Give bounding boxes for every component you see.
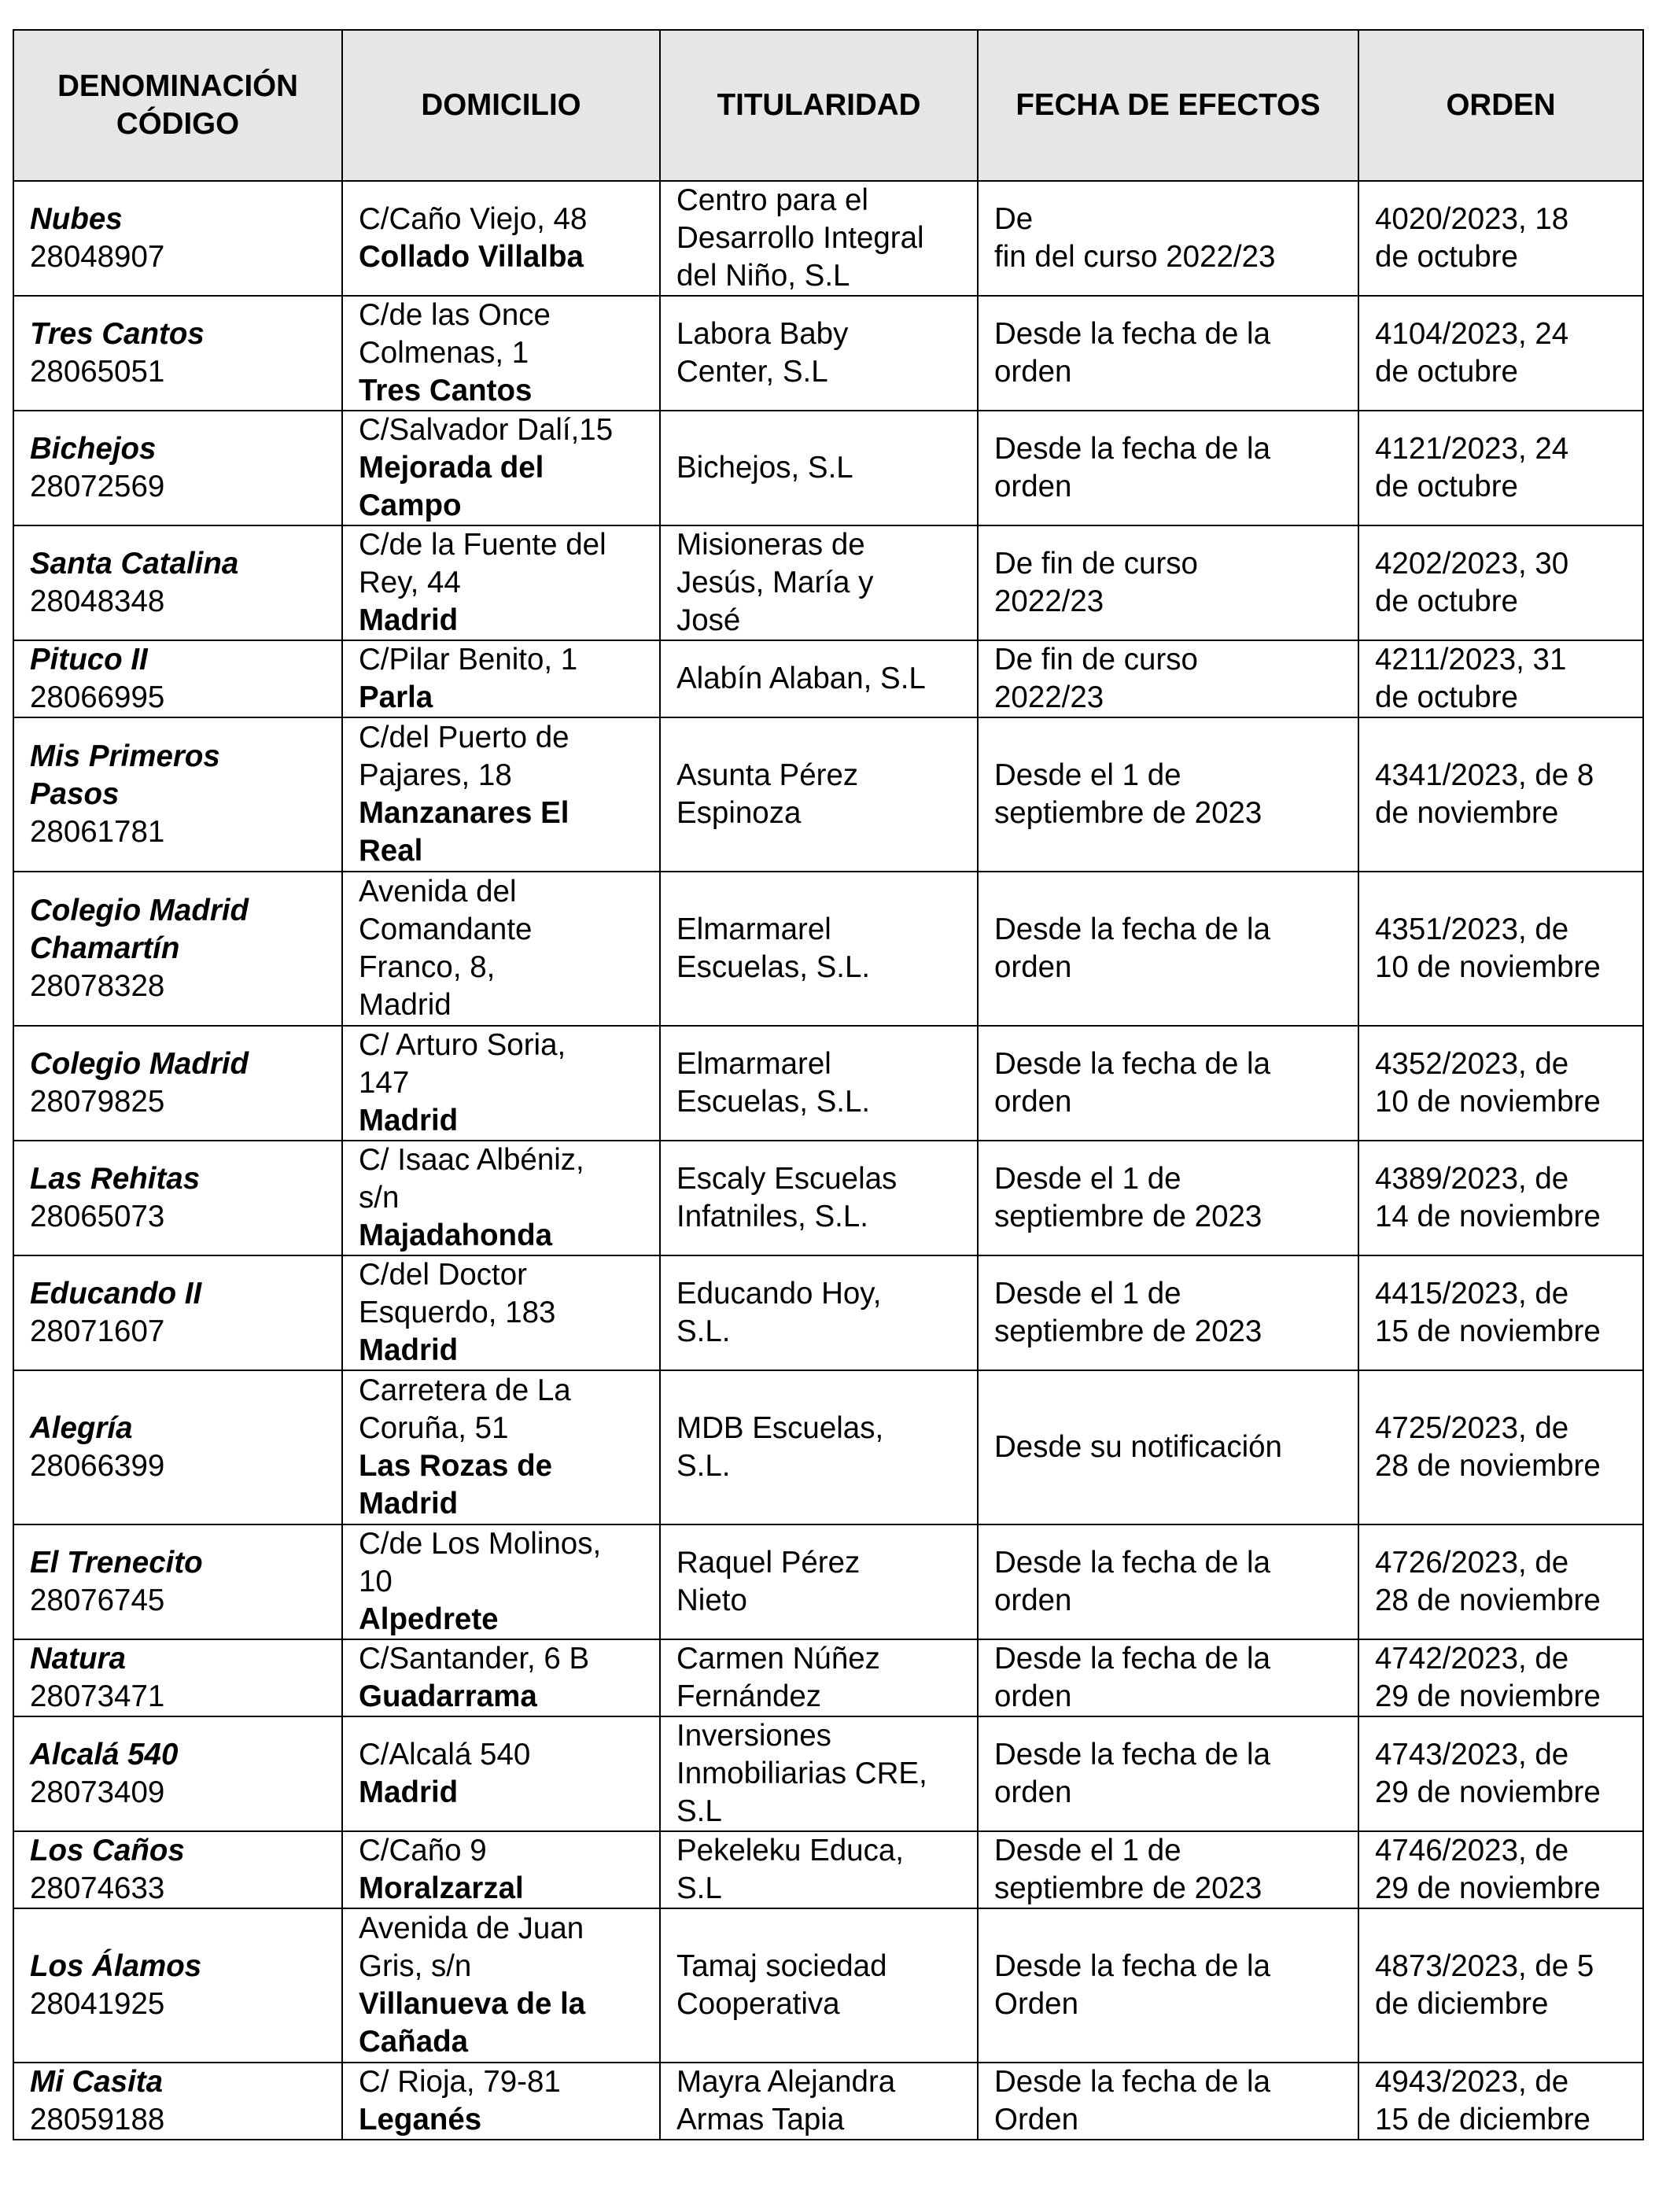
owner-line: S.L	[676, 1871, 722, 1905]
order-line: 4742/2023, de	[1375, 1642, 1569, 1676]
table-row	[13, 296, 1643, 411]
cell-orden	[1358, 411, 1643, 525]
date-line: orden	[994, 355, 1072, 389]
owner-line: Tamaj sociedad	[676, 1949, 887, 1983]
cell-domicilio	[342, 1255, 660, 1370]
order-line: 29 de noviembre	[1375, 1679, 1601, 1713]
date-line: orden	[994, 950, 1072, 984]
center-code: 28072569	[30, 470, 165, 503]
order-line: de octubre	[1375, 584, 1518, 618]
center-name: Alegría	[30, 1411, 133, 1445]
owner-line: Mayra Alejandra	[676, 2065, 896, 2099]
date-line: Desde su notificación	[994, 1430, 1282, 1464]
date-line: De	[994, 202, 1034, 236]
cell-domicilio	[342, 1141, 660, 1255]
owner-line: Inmobiliarias CRE,	[676, 1757, 927, 1790]
center-name: Mis Primeros	[30, 739, 220, 773]
address-city: Tres Cantos	[359, 374, 533, 407]
owner-line: Desarrollo Integral	[676, 221, 924, 255]
center-name: El Trenecito	[30, 1546, 203, 1580]
address-city: Moralzarzal	[359, 1871, 524, 1905]
cell-fecha	[978, 1908, 1358, 2063]
owner-line: Center, S.L	[676, 355, 828, 389]
cell-denominacion	[13, 1026, 342, 1141]
date-line: 2022/23	[994, 584, 1104, 618]
cell-fecha	[978, 181, 1358, 296]
owner-line: Infatniles, S.L.	[676, 1200, 868, 1233]
center-name: Mi Casita	[30, 2065, 164, 2099]
center-code: 28074633	[30, 1871, 165, 1905]
address-line: C/Salvador Dalí,15	[359, 413, 614, 447]
cell-fecha	[978, 1831, 1358, 1908]
center-name: Educando II	[30, 1277, 202, 1311]
center-code: 28066995	[30, 680, 165, 714]
cell-titularidad	[660, 1716, 978, 1831]
cell-orden	[1358, 1716, 1643, 1831]
cell-fecha	[978, 1716, 1358, 1831]
center-code: 28071607	[30, 1314, 165, 1348]
owner-line: José	[676, 603, 741, 637]
order-line: de octubre	[1375, 470, 1518, 503]
address-city: Madrid	[359, 1487, 459, 1521]
cell-denominacion	[13, 1716, 342, 1831]
center-name: Pituco II	[30, 643, 148, 677]
owner-line: S.L	[676, 1794, 722, 1828]
address-city: Collado Villalba	[359, 240, 584, 274]
header-row	[13, 30, 1643, 181]
cell-fecha	[978, 296, 1358, 411]
cell-domicilio	[342, 2063, 660, 2140]
owner-line: Alabín Alaban, S.L	[676, 662, 926, 695]
cell-denominacion	[13, 717, 342, 872]
center-code: 28078328	[30, 969, 165, 1003]
address-line: Avenida de Juan	[359, 1912, 584, 1945]
cell-titularidad	[660, 1639, 978, 1716]
cell-denominacion	[13, 1639, 342, 1716]
cell-denominacion	[13, 296, 342, 411]
date-line: orden	[994, 1583, 1072, 1617]
date-line: Desde el 1 de	[994, 758, 1181, 792]
cell-fecha	[978, 1370, 1358, 1524]
address-line: Carretera de La	[359, 1373, 571, 1407]
date-line: Desde la fecha de la	[994, 912, 1271, 946]
owner-line: Carmen Núñez	[676, 1642, 880, 1676]
address-city: Mejorada del	[359, 451, 544, 485]
center-code: 28048348	[30, 584, 165, 618]
cell-fecha	[978, 1255, 1358, 1370]
order-line: 28 de noviembre	[1375, 1583, 1601, 1617]
cell-fecha	[978, 1639, 1358, 1716]
address-city: Leganés	[359, 2103, 482, 2136]
cell-domicilio	[342, 1639, 660, 1716]
address-city: Madrid	[359, 1104, 459, 1137]
order-line: 4202/2023, 30	[1375, 547, 1569, 581]
address-line: C/Pilar Benito, 1	[359, 643, 578, 677]
owner-line: del Niño, S.L	[676, 259, 850, 293]
table-row	[13, 872, 1643, 1026]
owner-line: Fernández	[676, 1679, 822, 1713]
center-name: Colegio Madrid	[30, 894, 249, 927]
cell-domicilio	[342, 1370, 660, 1524]
table-row	[13, 1026, 1643, 1141]
owner-line: Misioneras de	[676, 528, 865, 562]
cell-denominacion	[13, 1370, 342, 1524]
order-line: 29 de noviembre	[1375, 1871, 1601, 1905]
owner-line: Educando Hoy,	[676, 1277, 882, 1311]
order-line: 10 de noviembre	[1375, 1085, 1601, 1119]
cell-fecha	[978, 872, 1358, 1026]
date-line: Desde la fecha de la	[994, 1546, 1271, 1580]
cell-orden	[1358, 1908, 1643, 2063]
owner-line: Armas Tapia	[676, 2103, 845, 2136]
order-line: 4352/2023, de	[1375, 1047, 1569, 1081]
table-header	[13, 30, 1643, 181]
owner-line: Nieto	[676, 1583, 747, 1617]
cell-titularidad	[660, 717, 978, 872]
center-name: Bichejos	[30, 432, 157, 466]
order-line: de diciembre	[1375, 1987, 1549, 2021]
cell-denominacion	[13, 1831, 342, 1908]
center-name: Colegio Madrid	[30, 1047, 249, 1081]
address-line: C/ Isaac Albéniz,	[359, 1143, 584, 1177]
date-line: De fin de curso	[994, 643, 1198, 677]
cell-denominacion	[13, 1524, 342, 1639]
table-row	[13, 1716, 1643, 1831]
date-line: Desde el 1 de	[994, 1277, 1181, 1311]
center-code: 28041925	[30, 1987, 165, 2021]
address-line: C/de Los Molinos,	[359, 1527, 602, 1561]
address-city: Madrid	[359, 1775, 459, 1809]
date-line: orden	[994, 1679, 1072, 1713]
center-name: Alcalá 540	[30, 1738, 179, 1771]
date-line: septiembre de 2023	[994, 1200, 1262, 1233]
table-row	[13, 525, 1643, 640]
cell-denominacion	[13, 411, 342, 525]
date-line: septiembre de 2023	[994, 796, 1262, 830]
cell-fecha	[978, 1026, 1358, 1141]
header-domicilio: DOMICILIO	[342, 30, 660, 181]
date-line: Desde la fecha de la	[994, 317, 1271, 351]
center-name: Natura	[30, 1642, 126, 1676]
address-city: Villanueva de la	[359, 1987, 586, 2021]
cell-titularidad	[660, 411, 978, 525]
center-code: 28066399	[30, 1449, 165, 1483]
order-line: 14 de noviembre	[1375, 1200, 1601, 1233]
owner-line: Pekeleku Educa,	[676, 1834, 904, 1867]
cell-fecha	[978, 717, 1358, 872]
cell-domicilio	[342, 1908, 660, 2063]
owner-line: Escuelas, S.L.	[676, 950, 871, 984]
address-line: C/Alcalá 540	[359, 1738, 531, 1771]
date-line: 2022/23	[994, 680, 1104, 714]
cell-denominacion	[13, 1908, 342, 2063]
cell-domicilio	[342, 525, 660, 640]
order-line: 4351/2023, de	[1375, 912, 1569, 946]
table-row	[13, 1639, 1643, 1716]
cell-domicilio	[342, 296, 660, 411]
cell-denominacion	[13, 525, 342, 640]
table-row	[13, 411, 1643, 525]
owner-line: Espinoza	[676, 796, 802, 830]
address-line: C/de la Fuente del	[359, 528, 606, 562]
center-code: 28065073	[30, 1200, 165, 1233]
order-line: 4020/2023, 18	[1375, 202, 1569, 236]
table-row	[13, 1255, 1643, 1370]
center-name: Los Caños	[30, 1834, 185, 1867]
date-line: orden	[994, 1775, 1072, 1809]
owner-line: MDB Escuelas,	[676, 1411, 884, 1445]
cell-fecha	[978, 2063, 1358, 2140]
address-line: Gris, s/n	[359, 1949, 472, 1983]
date-line: Desde la fecha de la	[994, 1642, 1271, 1676]
cell-orden	[1358, 1141, 1643, 1255]
cell-domicilio	[342, 181, 660, 296]
address-line: Madrid	[359, 988, 452, 1022]
cell-titularidad	[660, 1908, 978, 2063]
cell-titularidad	[660, 1026, 978, 1141]
address-city: Cañada	[359, 2025, 469, 2059]
cell-domicilio	[342, 411, 660, 525]
date-line: fin del curso 2022/23	[994, 240, 1276, 274]
cell-denominacion	[13, 640, 342, 717]
cell-orden	[1358, 1255, 1643, 1370]
cell-denominacion	[13, 2063, 342, 2140]
cell-domicilio	[342, 872, 660, 1026]
owner-line: Jesús, María y	[676, 566, 874, 599]
cell-orden	[1358, 1524, 1643, 1639]
cell-titularidad	[660, 181, 978, 296]
center-code: 28048907	[30, 240, 165, 274]
header-orden: ORDEN	[1358, 30, 1643, 181]
table-row	[13, 1141, 1643, 1255]
cell-titularidad	[660, 525, 978, 640]
owner-line: Inversiones	[676, 1719, 831, 1753]
center-name: Chamartín	[30, 931, 180, 965]
address-line: C/Caño 9	[359, 1834, 487, 1867]
owner-line: S.L.	[676, 1449, 731, 1483]
date-line: Orden	[994, 2103, 1079, 2136]
cell-domicilio	[342, 640, 660, 717]
cell-orden	[1358, 872, 1643, 1026]
order-line: de octubre	[1375, 240, 1518, 274]
center-name: Pasos	[30, 777, 120, 811]
address-line: C/Caño Viejo, 48	[359, 202, 588, 236]
address-line: Franco, 8,	[359, 950, 496, 984]
cell-domicilio	[342, 1026, 660, 1141]
table-row	[13, 1831, 1643, 1908]
order-line: de noviembre	[1375, 796, 1559, 830]
cell-orden	[1358, 1831, 1643, 1908]
date-line: Desde la fecha de la	[994, 2065, 1271, 2099]
date-line: Desde el 1 de	[994, 1834, 1181, 1867]
address-line: C/del Puerto de	[359, 721, 569, 754]
order-line: 4873/2023, de 5	[1375, 1949, 1594, 1983]
order-line: 4211/2023, 31	[1375, 643, 1567, 677]
owner-line: Elmarmarel	[676, 912, 831, 946]
order-line: 4389/2023, de	[1375, 1162, 1569, 1196]
address-city: Real	[359, 834, 423, 868]
address-line: Comandante	[359, 912, 533, 946]
owner-line: Raquel Pérez	[676, 1546, 861, 1580]
owner-line: Centro para el	[676, 183, 868, 217]
address-city: Majadahonda	[359, 1218, 553, 1252]
order-line: 4415/2023, de	[1375, 1277, 1569, 1311]
cell-fecha	[978, 525, 1358, 640]
address-city: Alpedrete	[359, 1602, 499, 1636]
order-line: 4943/2023, de	[1375, 2065, 1569, 2099]
cell-orden	[1358, 1370, 1643, 1524]
date-line: Desde el 1 de	[994, 1162, 1181, 1196]
cell-orden	[1358, 296, 1643, 411]
cell-titularidad	[660, 1255, 978, 1370]
cell-denominacion	[13, 1141, 342, 1255]
header-fecha: FECHA DE EFECTOS	[978, 30, 1358, 181]
center-code: 28065051	[30, 355, 165, 389]
owner-line: Asunta Pérez	[676, 758, 859, 792]
cell-denominacion	[13, 181, 342, 296]
date-line: septiembre de 2023	[994, 1314, 1262, 1348]
date-line: Desde la fecha de la	[994, 1738, 1271, 1771]
address-line: Esquerdo, 183	[359, 1296, 556, 1329]
cell-orden	[1358, 1639, 1643, 1716]
owner-line: Escaly Escuelas	[676, 1162, 898, 1196]
address-line: 10	[359, 1565, 393, 1598]
table-row	[13, 1370, 1643, 1524]
owner-line: S.L.	[676, 1314, 731, 1348]
order-line: 29 de noviembre	[1375, 1775, 1601, 1809]
address-city: Parla	[359, 680, 433, 714]
center-name: Los Álamos	[30, 1949, 202, 1983]
address-line: C/del Doctor	[359, 1258, 527, 1292]
owner-line: Cooperativa	[676, 1987, 840, 2021]
order-line: de octubre	[1375, 680, 1518, 714]
address-city: Manzanares El	[359, 796, 569, 830]
address-city: Guadarrama	[359, 1679, 537, 1713]
cell-domicilio	[342, 1831, 660, 1908]
center-code: 28073471	[30, 1679, 165, 1713]
address-line: C/de las Once	[359, 298, 551, 332]
center-code: 28076745	[30, 1583, 165, 1617]
cell-titularidad	[660, 1831, 978, 1908]
order-line: 4743/2023, de	[1375, 1738, 1569, 1771]
cell-titularidad	[660, 296, 978, 411]
cell-titularidad	[660, 1370, 978, 1524]
table-row	[13, 2063, 1643, 2140]
table-row	[13, 717, 1643, 872]
center-name: Santa Catalina	[30, 547, 239, 581]
cell-titularidad	[660, 1141, 978, 1255]
owner-line: Escuelas, S.L.	[676, 1085, 871, 1119]
table-row	[13, 1908, 1643, 2063]
table-row	[13, 640, 1643, 717]
address-city: Campo	[359, 488, 462, 522]
cell-domicilio	[342, 717, 660, 872]
order-line: 4746/2023, de	[1375, 1834, 1569, 1867]
cell-fecha	[978, 640, 1358, 717]
address-line: s/n	[359, 1181, 400, 1215]
address-line: Coruña, 51	[359, 1411, 509, 1445]
cell-denominacion	[13, 872, 342, 1026]
address-line: C/ Arturo Soria,	[359, 1028, 566, 1062]
address-line: 147	[359, 1066, 410, 1100]
date-line: orden	[994, 470, 1072, 503]
center-code: 28073409	[30, 1775, 165, 1809]
cell-orden	[1358, 717, 1643, 872]
address-line: C/Santander, 6 B	[359, 1642, 590, 1676]
cell-domicilio	[342, 1524, 660, 1639]
cell-titularidad	[660, 1524, 978, 1639]
cell-fecha	[978, 1141, 1358, 1255]
cell-orden	[1358, 1026, 1643, 1141]
center-name: Las Rehitas	[30, 1162, 201, 1196]
table-row	[13, 1524, 1643, 1639]
date-line: septiembre de 2023	[994, 1871, 1262, 1905]
order-line: 4121/2023, 24	[1375, 432, 1569, 466]
order-line: 4726/2023, de	[1375, 1546, 1569, 1580]
address-line: Rey, 44	[359, 566, 461, 599]
table-row	[13, 181, 1643, 296]
cell-titularidad	[660, 872, 978, 1026]
center-name: Nubes	[30, 202, 123, 236]
center-code: 28059188	[30, 2103, 165, 2136]
cell-orden	[1358, 640, 1643, 717]
cell-orden	[1358, 181, 1643, 296]
owner-line: Elmarmarel	[676, 1047, 831, 1081]
order-line: 10 de noviembre	[1375, 950, 1601, 984]
order-line: 15 de noviembre	[1375, 1314, 1601, 1348]
date-line: Desde la fecha de la	[994, 1047, 1271, 1081]
order-line: 4104/2023, 24	[1375, 317, 1569, 351]
center-code: 28079825	[30, 1085, 165, 1119]
date-line: Desde la fecha de la	[994, 432, 1271, 466]
centers-table	[13, 29, 1644, 2140]
center-code: 28061781	[30, 815, 165, 849]
date-line: De fin de curso	[994, 547, 1198, 581]
address-city: Madrid	[359, 1333, 459, 1367]
address-city: Las Rozas de	[359, 1449, 553, 1483]
address-line: Avenida del	[359, 875, 517, 909]
cell-fecha	[978, 1524, 1358, 1639]
order-line: 15 de diciembre	[1375, 2103, 1590, 2136]
cell-titularidad	[660, 640, 978, 717]
cell-titularidad	[660, 2063, 978, 2140]
order-line: 28 de noviembre	[1375, 1449, 1601, 1483]
header-denominacion: DENOMINACIÓN CÓDIGO	[13, 30, 342, 181]
cell-fecha	[978, 411, 1358, 525]
address-city: Madrid	[359, 603, 459, 637]
date-line: orden	[994, 1085, 1072, 1119]
address-line: Colmenas, 1	[359, 336, 529, 370]
address-line: C/ Rioja, 79-81	[359, 2065, 561, 2099]
cell-orden	[1358, 2063, 1643, 2140]
cell-orden	[1358, 525, 1643, 640]
header-titularidad: TITULARIDAD	[660, 30, 978, 181]
table-body	[13, 181, 1643, 2140]
owner-line: Labora Baby	[676, 317, 849, 351]
order-line: de octubre	[1375, 355, 1518, 389]
address-line: Pajares, 18	[359, 758, 512, 792]
date-line: Desde la fecha de la	[994, 1949, 1271, 1983]
owner-line: Bichejos, S.L	[676, 451, 853, 485]
date-line: Orden	[994, 1987, 1079, 2021]
cell-domicilio	[342, 1716, 660, 1831]
order-line: 4725/2023, de	[1375, 1411, 1569, 1445]
cell-denominacion	[13, 1255, 342, 1370]
order-line: 4341/2023, de 8	[1375, 758, 1594, 792]
center-name: Tres Cantos	[30, 317, 205, 351]
